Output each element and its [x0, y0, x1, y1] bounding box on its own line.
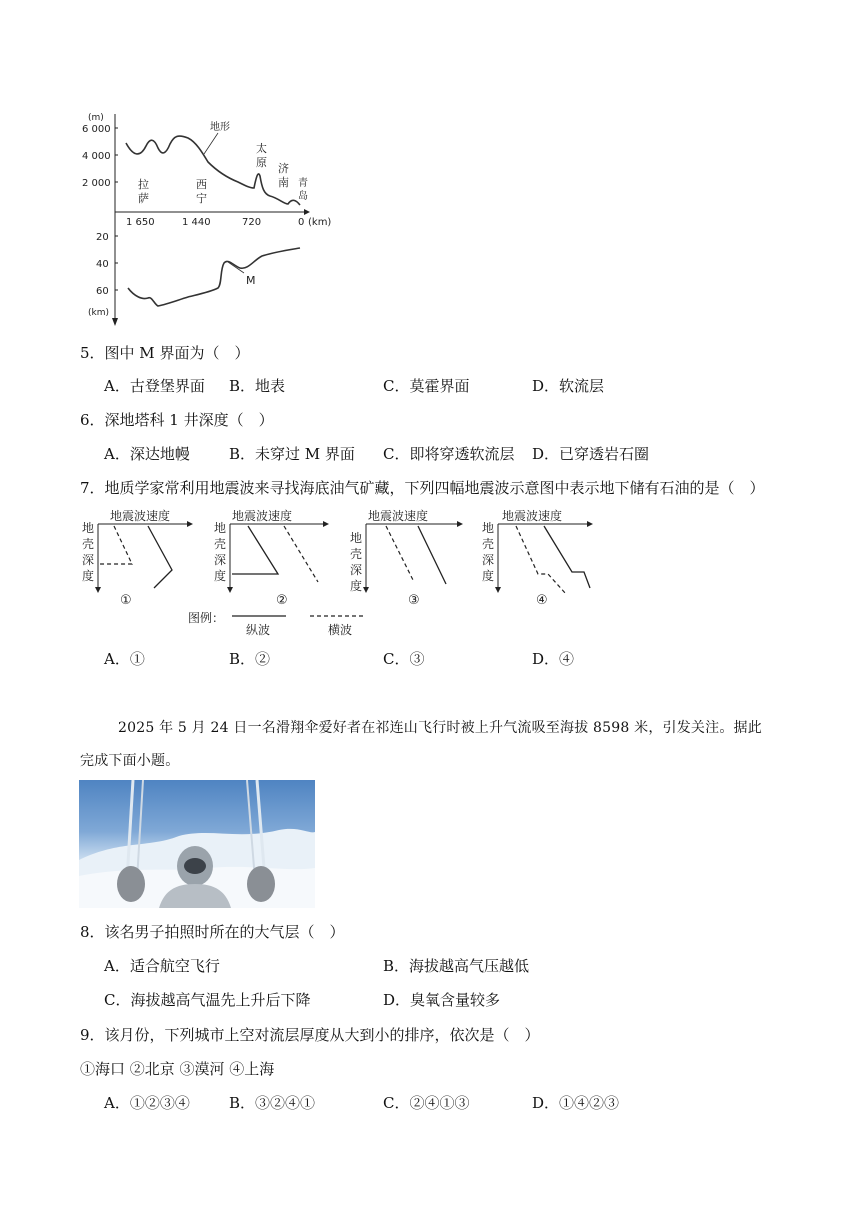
panel-4-axis-char-4: 度 [482, 569, 495, 583]
m-interface-line [128, 248, 300, 306]
panel-1-axis-char-1: 地 [82, 521, 95, 535]
seismic-panel-1 [82, 508, 192, 608]
x-tick-1440: 1 440 [182, 217, 211, 228]
y-unit-top: (m) [88, 113, 104, 123]
q9-cities: ①海口 ②北京 ③漠河 ④上海 [80, 1060, 275, 1078]
y-tick-20: 20 [96, 232, 109, 243]
terrain-profile-figure [78, 108, 340, 330]
label-terrain: 地形 [210, 122, 230, 133]
q7-option-c[interactable]: C．③ [383, 650, 425, 668]
city-xining-1: 西 [196, 178, 207, 191]
q6-stem: 6．深地塔科 1 井深度（ ） [80, 411, 274, 429]
q8-option-c[interactable]: C．海拔越高气温先上升后下降 [104, 991, 311, 1009]
y-tick-60: 60 [96, 286, 109, 297]
panel-2-axis-char-2: 壳 [214, 537, 227, 551]
panel-3-title: 地震波速度 [368, 509, 429, 523]
q6-option-b[interactable]: B．未穿过 M 界面 [229, 445, 355, 463]
seismic-panel-4 [482, 508, 592, 608]
panel-1-axis-char-2: 壳 [82, 537, 95, 551]
y-tick-6000: 6 000 [82, 124, 111, 135]
panel-label-4: ④ [536, 593, 548, 608]
label-m: M [246, 274, 256, 287]
panel-2-title: 地震波速度 [232, 509, 293, 523]
x-tick-1650: 1 650 [126, 217, 155, 228]
city-qingdao-2: 岛 [298, 191, 308, 202]
x-unit: (km) [308, 217, 332, 228]
seismic-legend [188, 610, 364, 637]
city-xining-2: 宁 [196, 192, 207, 205]
q5-option-b[interactable]: B．地表 [229, 377, 286, 395]
x-tick-720: 720 [242, 217, 262, 228]
q5-option-d[interactable]: D．软流层 [532, 377, 605, 395]
seismic-wave-panels [78, 504, 608, 640]
panel-label-2: ② [276, 593, 288, 608]
legend-s-wave: 横波 [328, 623, 353, 637]
panel-3-axis-char-3: 深 [350, 563, 363, 577]
panel-4-axis-char-1: 地 [482, 521, 495, 535]
q5-stem: 5．图中 M 界面为（ ） [80, 344, 250, 362]
city-lasa-2: 萨 [138, 192, 149, 205]
city-qingdao-1: 青 [298, 178, 308, 189]
q7-option-b[interactable]: B．② [229, 650, 271, 668]
paraglider-photo [79, 780, 315, 908]
y-unit-bottom: (km) [88, 308, 110, 318]
panel-4-axis-char-3: 深 [482, 553, 495, 567]
panel-label-3: ③ [408, 593, 420, 608]
panel-1-axis-char-4: 度 [82, 569, 95, 583]
panel-label-1: ① [120, 593, 132, 608]
seismic-panel-3 [350, 508, 462, 608]
q8-option-d[interactable]: D．臭氧含量较多 [383, 991, 501, 1009]
q9-stem: 9．该月份，下列城市上空对流层厚度从大到小的排序，依次是（ ） [80, 1026, 540, 1044]
y-tick-4000: 4 000 [82, 151, 111, 162]
q7-option-a[interactable]: A．① [104, 650, 145, 668]
city-taiyuan-1: 太 [256, 142, 267, 155]
panel-1-title: 地震波速度 [110, 509, 171, 523]
terrain-line [126, 136, 300, 205]
q9-option-a[interactable]: A．①②③④ [104, 1094, 190, 1112]
y-axis-arrow [112, 318, 118, 326]
q8-option-b[interactable]: B．海拔越高气压越低 [383, 957, 530, 975]
panel-3-axis-char-4: 度 [350, 579, 363, 593]
q5-option-c[interactable]: C．莫霍界面 [383, 377, 470, 395]
q6-option-a[interactable]: A．深达地幔 [104, 445, 190, 463]
passage-line-1: 2025 年 5 月 24 日一名滑翔伞爱好者在祁连山飞行时被上升气流吸至海拔 8598 米，引发关注。据此 [118, 720, 762, 736]
panel-4-title: 地震波速度 [502, 509, 563, 523]
q9-option-b[interactable]: B．③②④① [229, 1094, 316, 1112]
q7-stem: 7．地质学家常利用地震波来寻找海底油气矿藏，下列四幅地震波示意图中表示地下储有石油的是（ ） [80, 479, 765, 497]
y-tick-40: 40 [96, 259, 109, 270]
panel-3-axis-char-1: 地 [350, 531, 363, 545]
q7-option-d[interactable]: D．④ [532, 650, 575, 668]
passage-line-2: 完成下面小题。 [80, 753, 180, 769]
city-lasa-1: 拉 [138, 178, 149, 191]
panel-2-axis-char-4: 度 [214, 569, 227, 583]
q6-option-c[interactable]: C．即将穿透软流层 [383, 445, 515, 463]
y-tick-2000: 2 000 [82, 178, 111, 189]
panel-4-axis-char-2: 壳 [482, 537, 495, 551]
panel-3-axis-char-2: 壳 [350, 547, 363, 561]
q5-option-a[interactable]: A．古登堡界面 [104, 377, 205, 395]
city-jinan-1: 济 [278, 162, 289, 175]
q8-stem: 8．该名男子拍照时所在的大气层（ ） [80, 923, 345, 941]
city-taiyuan-2: 原 [256, 156, 267, 169]
panel-1-axis-char-3: 深 [82, 553, 95, 567]
city-jinan-2: 南 [278, 176, 289, 189]
q6-option-d[interactable]: D．已穿透岩石圈 [532, 445, 650, 463]
legend-p-wave: 纵波 [246, 623, 271, 637]
x-axis-arrow [304, 209, 310, 215]
q8-option-a[interactable]: A．适合航空飞行 [104, 957, 220, 975]
x-tick-0: 0 [298, 217, 305, 228]
panel-2-axis-char-1: 地 [214, 521, 227, 535]
legend-label: 图例： [188, 611, 225, 625]
q9-option-c[interactable]: C．②④①③ [383, 1094, 470, 1112]
seismic-panel-2 [214, 508, 328, 608]
q9-option-d[interactable]: D．①④②③ [532, 1094, 620, 1112]
panel-2-axis-char-3: 深 [214, 553, 227, 567]
